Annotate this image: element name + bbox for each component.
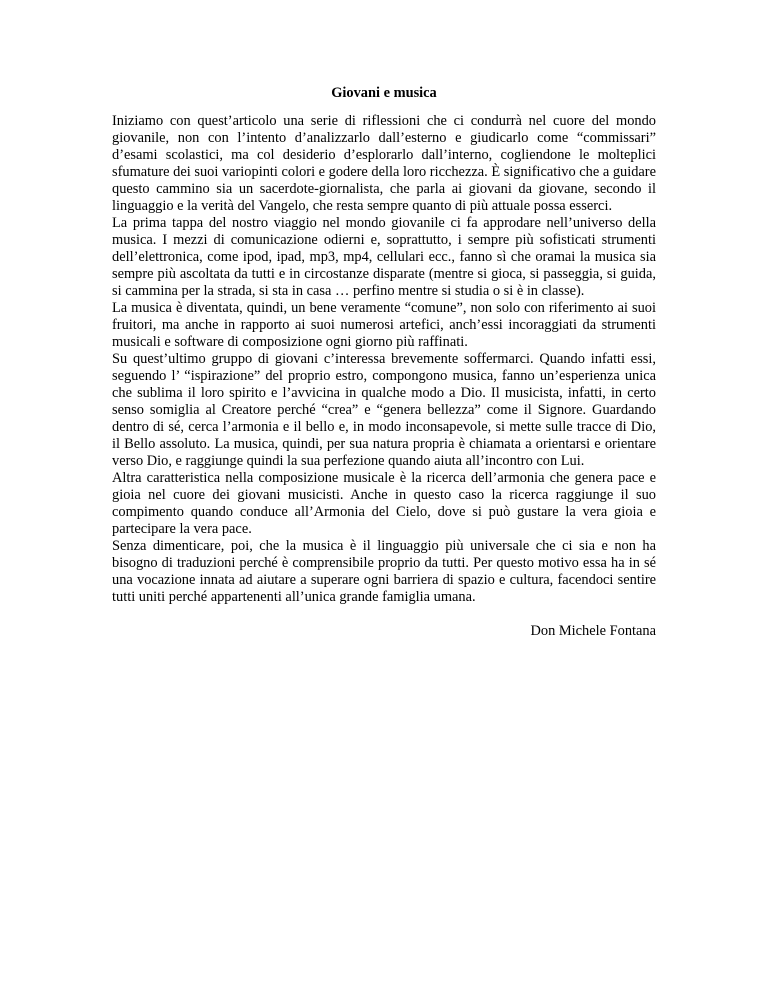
author-signature: Don Michele Fontana [530,623,656,639]
paragraph-young-composers: Su quest’ultimo gruppo di giovani c’interessa brevemente soffermarci. Quando infatti essi, seguendo l’ “ispirazione” del proprio estro, compongono musica, fanno un’esperienza unica che sublima il loro spirito e l’avvicina in qualche modo a Dio. Il musicista, infatti, in certo senso somiglia al Creatore perché “crea” e “genera bellezza” come il Signore. Guardando dentro di sé, cerca l’armonia e il bello e, in modo inconsapevole, si mette sulle tracce di Dio, il Bello assoluto. La musica, quindi, per sua natura propria è chiamata a orientarsi e orientare verso Dio, e raggiunge quindi la sua perfezione quando aiuta all’incontro con Lui. [112,351,656,469]
paragraph-first-stage: La prima tappa del nostro viaggio nel mondo giovanile ci fa approdare nell’universo della musica. I mezzi di comunicazione odierni e, soprattutto, i sempre più sofisticati strumenti dell’elettronica, come ipod, ipad, mp3, mp4, cellulari ecc., fanno sì che oramai la musica sia sempre più ascoltata da tutti e in circostanze disparate (mentre si gioca, si passeggia, si guida, si cammina per la strada, si sta in casa … perfino mentre si studia o si è in classe). [112,215,656,299]
paragraph-intro: Iniziamo con quest’articolo una serie di riflessioni che ci condurrà nel cuore del mondo giovanile, non con l’intento d’analizzarlo dall’esterno e giudicarlo come “commissari” d’esami scolastici, ma col desiderio d’esplorarlo dall’interno, cogliendone le molteplici sfumature dei suoi variopinti colori e godere della loro ricchezza. È significativo che a guidare questo cammino sia un sacerdote-giornalista, che parla ai giovani da giovane, secondo il linguaggio e la verità del Vangelo, che resta sempre quanto di più attuale possa esserci. [112,113,656,214]
document-title: Giovani e musica [331,85,437,101]
paragraph-harmony: Altra caratteristica nella composizione musicale è la ricerca dell’armonia che genera pace e gioia nel cuore dei giovani musicisti. Anche in questo caso la ricerca raggiunge il suo compimento quando conduce all’Armonia del Cielo, dove si può gustare la vera gioia e partecipare la vera pace. [112,470,656,537]
document-page [112,85,656,640]
paragraph-common-good: La musica è diventata, quindi, un bene veramente “comune”, non solo con riferimento ai suoi fruitori, ma anche in rapporto ai suoi numerosi artefici, anch’essi incoraggiati da strumenti musicali e software di composizione ogni giorno più raffinati. [112,300,656,350]
paragraph-universal-language: Senza dimenticare, poi, che la musica è il linguaggio più universale che ci sia e non ha bisogno di traduzioni perché è comprensibile proprio da tutti. Per questo motivo essa ha in sé una vocazione innata ad aiutare a superare ogni barriera di spazio e cultura, facendoci sentire tutti uniti perché appartenenti all’unica grande famiglia umana. [112,538,656,605]
